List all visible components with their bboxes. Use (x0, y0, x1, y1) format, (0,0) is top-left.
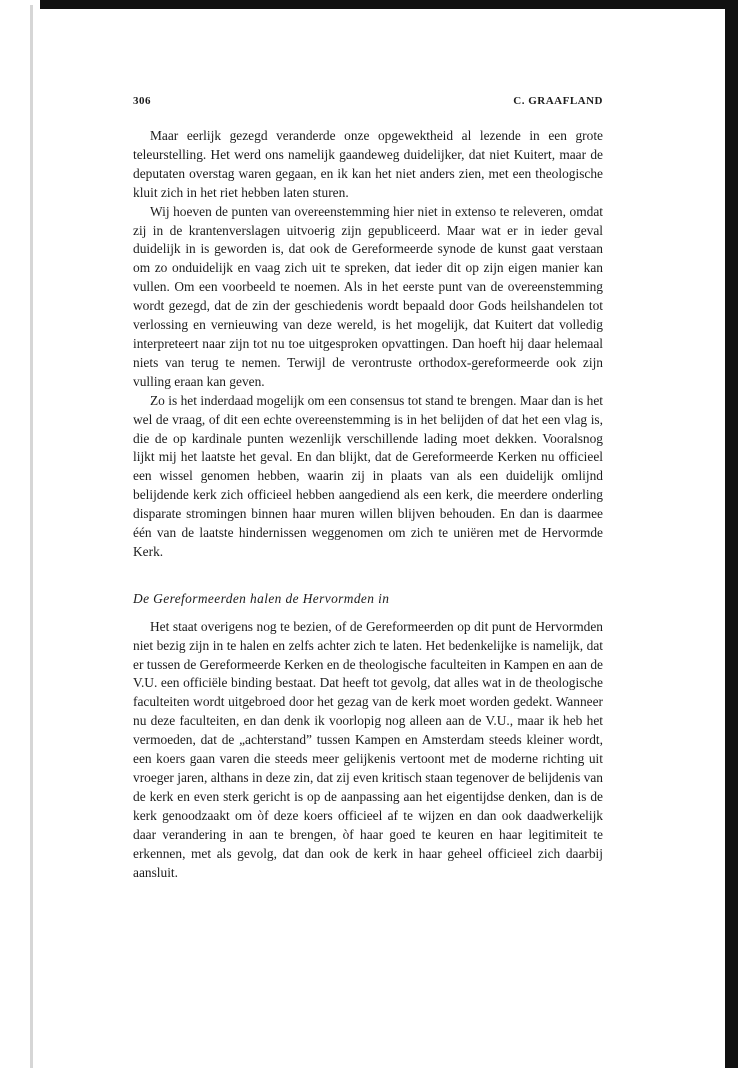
section-heading: De Gereformeerden halen de Hervormden in (133, 590, 390, 606)
paragraph: Zo is het inderdaad mogelijk om een consensus tot stand te brengen. Maar dan is het wel de vraag, of dit een echte overeenstemming is in het belijden of dat het een vlag is, die de op kardinale punten wezenlijk verschillende lading moet dekken. Vooralsnog lijkt mij het laatste het geval. En dan blijkt, dat de Gereformeerde Kerken nu officieel een wissel genomen hebben, waarin zij in plaats van als een duidelijk omlijnd belijdende kerk zich officieel hebben aangediend als een kerk, die meerdere onderling disparate stromingen binnen haar muren willen blijven behouden. En dan is daarmee één van de laatste hindernissen weggenomen om zich te uniëren met de Hervormde Kerk. (133, 392, 603, 559)
paragraph: Wij hoeven de punten van overeenstemming hier niet in extenso te releveren, omdat zij in de krantenverslagen uitvoerig zijn gepubliceerd. Maar wat er in ieder geval duidelijk in is geworden is, dat ook de Gereformeerde synode de kunst gaat verstaan om zo onduidelijk en vaag zich uit te spreken, dat ieder dit op zijn eigen manier kan vullen. Om een voorbeeld te noemen. Als in het eerste punt van de overeenstemming wordt gezegd, dat de zin der geschiedenis wordt bepaald door Gods heilshandelen tot verlossing en vernieuwing van deze wereld, is het mogelijk, dat Kuitert dat volledig interpreteert naar zijn tot nu toe uitgesproken opvattingen. Dan hoeft hij daar helemaal niets van terug te nemen. Terwijl de verontruste orthodox-gereformeerde ook zijn vulling eraan kan geven. (133, 203, 603, 389)
running-head (133, 95, 603, 111)
body-text (133, 127, 603, 882)
scan-left-border (30, 5, 33, 1068)
page-number: 306 (133, 95, 151, 107)
scan-right-border (725, 5, 738, 1068)
paragraph: Maar eerlijk gezegd veranderde onze opgewektheid al lezende in een grote teleurstelling. Het werd ons namelijk gaandeweg duidelijker, dat niet Kuitert, maar de deputaten overstag waren gegaan, en ik kan het niet anders zien, met een theologische kluit zich in het riet hebben laten sturen. (133, 128, 603, 200)
scan-top-border (40, 0, 738, 9)
running-title: C. GRAAFLAND (513, 95, 603, 107)
paragraph: Het staat overigens nog te bezien, of de Gereformeerden op dit punt de Hervormden niet bezig zijn in te halen en zelfs achter zich te laten. Het bedenkelijke is namelijk, dat er tussen de Gereformeerde Kerken en de theologische faculteiten in Kampen en aan de V.U. een officiële binding bestaat. Dat heeft tot gevolg, dat alles wat in de theologische faculteiten wordt uitgebroed door het gezag van de kerk moet worden gedekt. Wanneer nu deze faculteiten, en dan denk ik voorlopig nog alleen aan de V.U., maar ik heb het vermoeden, dat de „achterstand” tussen Kampen en Amsterdam steeds kleiner wordt, een koers gaan varen die steeds meer gelijkenis vertoont met de moderne richting uit vroeger jaren, althans in deze zin, dat zij even kritisch staan tegenover de belijdenis van de kerk en even sterk gericht is op de aanpassing aan het eigentijdse denken, dan is de kerk genoodzaakt om òf deze koers officieel af te wijzen en dan ook daadwerkelijk daar verandering in aan te brengen, òf haar goed te keuren en haar legitimiteit te erkennen, met als gevolg, dat dan ook de kerk in haar geheel officieel zich daarbij aansluit. (133, 618, 603, 880)
